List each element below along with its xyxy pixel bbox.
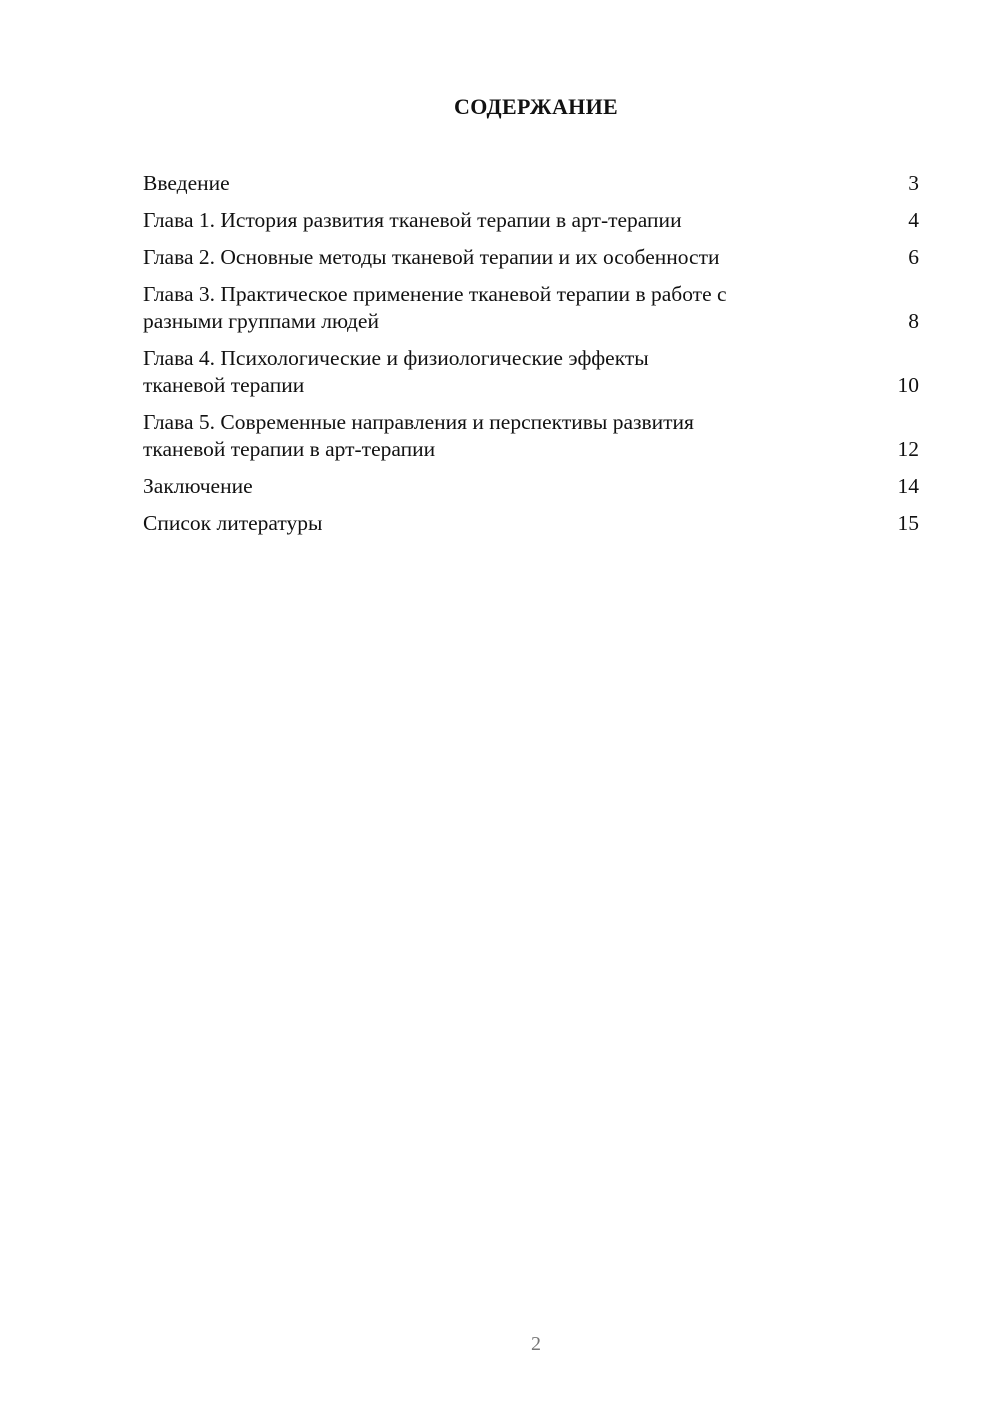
toc-entry-text xyxy=(143,510,843,537)
toc-entry-text xyxy=(143,409,843,463)
toc-entry-introduction[interactable] xyxy=(143,170,919,197)
toc-entry-line: тканевой терапии xyxy=(143,373,305,397)
toc-entry-page: 14 xyxy=(897,474,919,498)
toc-entry-page: 6 xyxy=(908,245,919,269)
toc-entry-chapter-2[interactable] xyxy=(143,244,919,271)
toc-entry-line: разными группами людей xyxy=(143,309,379,333)
toc-entry-text xyxy=(143,281,843,335)
toc-entry-text xyxy=(143,170,843,197)
toc-entry-line: Глава 5. Современные направления и перспективы развития xyxy=(143,410,694,434)
toc-entry-chapter-1[interactable] xyxy=(143,207,919,234)
page-title: СОДЕРЖАНИЕ xyxy=(454,94,618,119)
toc-entry-line: Глава 4. Психологические и физиологические эффекты xyxy=(143,346,649,370)
toc-entry-line: тканевой терапии в арт-терапии xyxy=(143,437,436,461)
toc-entry-text xyxy=(143,207,843,234)
toc-entry-chapter-3[interactable] xyxy=(143,281,919,335)
toc-entry-line: Заключение xyxy=(143,474,253,498)
toc-entry-line: Глава 1. История развития тканевой терапии в арт-терапии xyxy=(143,208,682,232)
toc-entry-page: 8 xyxy=(908,309,919,333)
toc-entry-page: 10 xyxy=(897,373,919,397)
toc-entry-line: Список литературы xyxy=(143,511,323,535)
toc-entry-line: Глава 3. Практическое применение тканевой терапии в работе с xyxy=(143,282,727,306)
page-number: 2 xyxy=(531,1333,541,1355)
toc-entry-page: 4 xyxy=(908,208,919,232)
toc-entry-line: Введение xyxy=(143,171,230,195)
toc-entry-text xyxy=(143,345,843,399)
toc-entry-page: 12 xyxy=(897,437,919,461)
toc-entry-conclusion[interactable] xyxy=(143,473,919,500)
toc-entry-text xyxy=(143,244,843,271)
toc-entry-line: Глава 2. Основные методы тканевой терапии и их особенности xyxy=(143,245,720,269)
toc-entry-chapter-5[interactable] xyxy=(143,409,919,463)
toc-entry-page: 3 xyxy=(908,171,919,195)
toc-entry-page: 15 xyxy=(897,511,919,535)
toc-entry-chapter-4[interactable] xyxy=(143,345,919,399)
toc-entry-bibliography[interactable] xyxy=(143,510,919,537)
table-of-contents xyxy=(143,170,919,547)
toc-entry-text xyxy=(143,473,843,500)
